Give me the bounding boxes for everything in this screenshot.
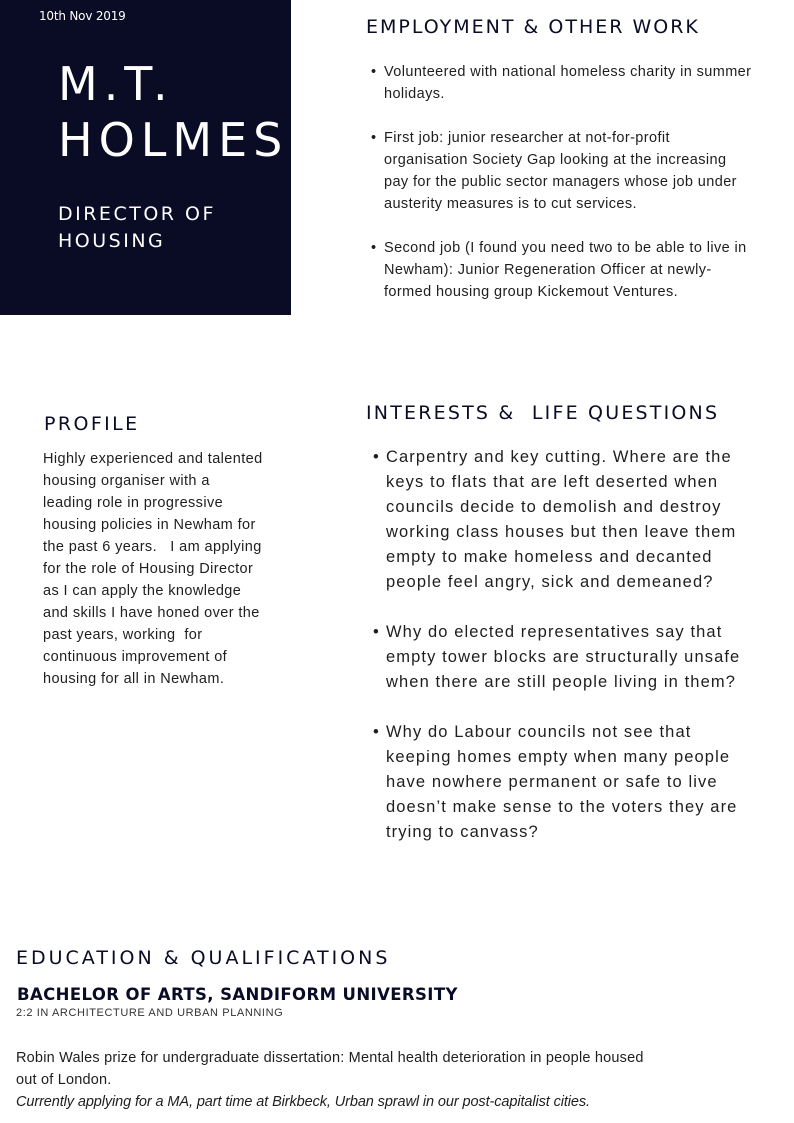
interests-list (386, 445, 756, 870)
degree-detail: 2:2 IN ARCHITECTURE AND URBAN PLANNING (16, 1007, 284, 1019)
profile-heading: PROFILE (44, 413, 140, 435)
employment-heading: EMPLOYMENT & OTHER WORK (366, 16, 700, 38)
interests-item: • Carpentry and key cutting. Where are the keys to flats that are left deserted when councils decide to demolish and destroy working class houses but then leave them empty to make homeless and decanted people feel angry, sick and demeaned? (386, 445, 756, 595)
current-study-text: Currently applying for a MA, part time at Birkbeck, Urban sprawl in our post-capitalist cities. (16, 1094, 590, 1110)
employment-list (384, 61, 754, 325)
header-block (0, 0, 291, 315)
education-heading: EDUCATION & QUALIFICATIONS (16, 947, 391, 969)
degree-title: BACHELOR OF ARTS, SANDIFORM UNIVERSITY (17, 985, 458, 1004)
interests-heading: INTERESTS & LIFE QUESTIONS (366, 402, 720, 424)
interests-item: • Why do elected representatives say that empty tower blocks are structurally unsafe when there are still people living in them? (386, 620, 756, 695)
employment-item: • First job: junior researcher at not-for-profit organisation Society Gap looking at the increasing pay for the public sector managers whose job under austerity measures is to cut services. (384, 127, 754, 215)
employment-item: • Second job (I found you need two to be able to live in Newham): Junior Regeneration Officer at newly-formed housing group Kickemout Ventures. (384, 237, 754, 303)
interests-item: • Why do Labour councils not see that keeping homes empty when many people have nowhere permanent or safe to live doesn’t make sense to the voters they are trying to canvass? (386, 720, 756, 845)
profile-text: Highly experienced and talented housing organiser with a leading role in progressive housing policies in Newham for the past 6 years. I am applying for the role of Housing Director as I can apply the knowledge and skills I have honed over the past years, working for continuous improvement of housing for all in Newham. (43, 451, 268, 687)
candidate-role: DIRECTOR OF HOUSING (58, 203, 216, 252)
document-date: 10th Nov 2019 (39, 9, 126, 23)
candidate-name: M.T. HOLMES (58, 57, 289, 167)
employment-item: • Volunteered with national homeless charity in summer holidays. (384, 61, 754, 105)
prize-text: Robin Wales prize for undergraduate dissertation: Mental health deterioration in people housed out of London. (16, 1050, 644, 1088)
